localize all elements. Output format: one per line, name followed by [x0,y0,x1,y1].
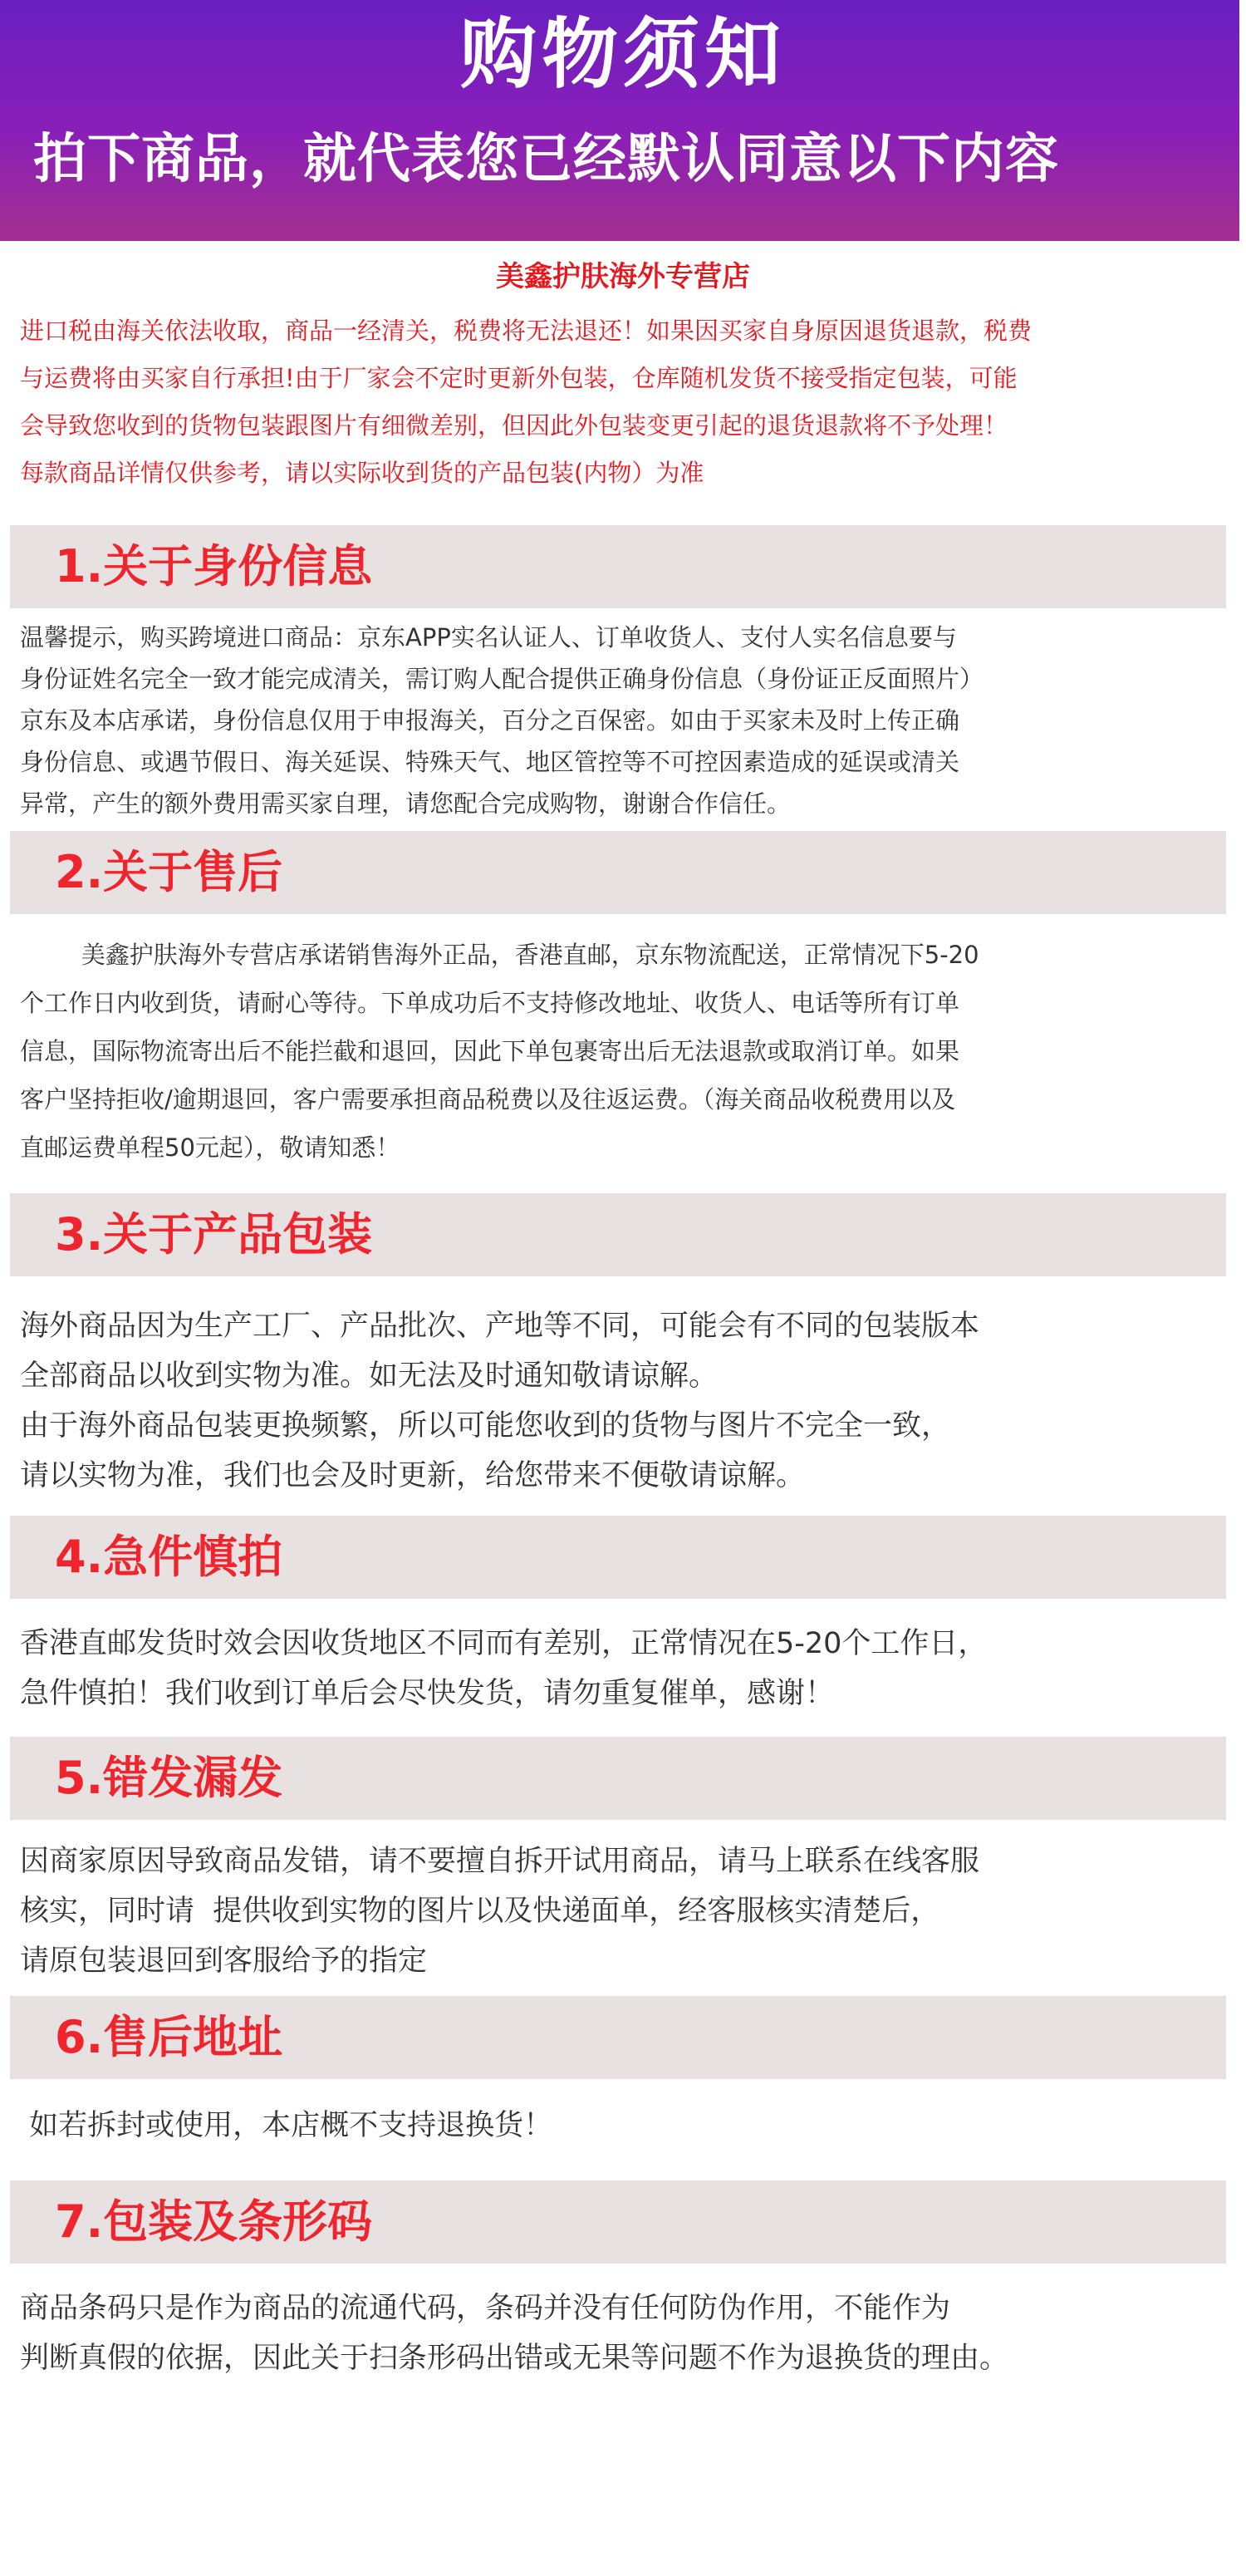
body-line: 全部商品以收到实物为准。如无法及时通知敬请谅解。 [20,1359,719,1393]
body-line: 判断真假的依据，因此关于扫条形码出错或无果等问题不作为退换货的理由。 [20,2342,1009,2375]
section-heading-wrong-shipment [10,1737,1226,1820]
section-body-return-address [20,2101,1233,2151]
banner-subtitle: 拍下商品，就代表您已经默认同意以下内容 [33,129,1059,190]
body-line: 核实，同时请 提供收到实物的图片以及快递面单，经客服核实清楚后， [20,1895,940,1928]
section-heading-urgent [10,1516,1226,1599]
body-line: 香港直邮发货时效会因收货地区不同而有差别，正常情况在5-20个工作日， [20,1627,988,1660]
section-title: 7.包装及条形码 [55,2195,373,2248]
section-title: 6.售后地址 [55,2011,283,2063]
body-line: 商品条码只是作为商品的流通代码，条码并没有任何防伪作用，不能作为 [20,2292,951,2325]
body-line: 请以实物为准，我们也会及时更新，给您带来不便敬请谅解。 [20,1459,806,1492]
section-body-barcode [20,2283,1233,2383]
body-line: 美鑫护肤海外专营店承诺销售海外正品，香港直邮，京东物流配送，正常情况下5-20 [20,941,979,969]
section-title: 4.急件慎拍 [55,1531,283,1583]
section-title: 3.关于产品包装 [55,1208,373,1261]
customs-notice [20,307,1233,497]
body-line: 由于海外商品包装更换频繁，所以可能您收到的货物与图片不完全一致， [20,1409,951,1443]
section-title: 2.关于售后 [55,846,283,898]
section-heading-barcode [10,2180,1226,2264]
section-title: 5.错发漏发 [55,1752,283,1804]
section-body-packaging [20,1301,1233,1501]
section-heading-packaging [10,1193,1226,1276]
header-banner [0,0,1246,241]
section-body-identity [20,617,1233,824]
section-body-urgent [20,1619,1233,1718]
body-line: 如若拆封或使用，本店概不支持退换货！ [20,2109,553,2142]
section-body-after-sales [20,931,1233,1172]
notice-line: 与运费将由买家自行承担!由于厂家会不定时更新外包装，仓库随机发货不接受指定包装，可能 [20,364,1018,392]
body-line: 身份信息、或遇节假日、海关延误、特殊天气、地区管控等不可控因素造成的延误或清关 [20,748,960,776]
section-heading-identity [10,525,1226,608]
body-line: 直邮运费单程50元起），敬请知悉！ [20,1133,400,1162]
body-line: 个工作日内收到货，请耐心等待。下单成功后不支持修改地址、收货人、电话等所有订单 [20,989,960,1017]
banner-edge [1239,0,1246,241]
section-heading-after-sales [10,831,1226,914]
body-line: 温馨提示，购买跨境进口商品：京东APP实名认证人、订单收货人、支付人实名信息要与 [20,623,957,651]
section-heading-return-address [10,1996,1226,2079]
notice-line: 进口税由海关依法收取，商品一经清关，税费将无法退还！如果因买家自身原因退货退款，税费 [20,317,1033,345]
body-line: 请原包装退回到客服给予的指定 [20,1944,428,1978]
notice-line: 每款商品详情仅供参考，请以实际收到货的产品包装(内物）为准 [20,459,704,487]
body-line: 异常，产生的额外费用需买家自理，请您配合完成购物，谢谢合作信任。 [20,789,792,818]
body-line: 客户坚持拒收/逾期退回，客户需要承担商品税费以及往返运费。（海关商品收税费用以及 [20,1085,956,1113]
body-line: 海外商品因为生产工厂、产品批次、产地等不同，可能会有不同的包装版本 [20,1310,980,1343]
body-line: 信息，国际物流寄出后不能拦截和退回，因此下单包裹寄出后无法退款或取消订单。如果 [20,1037,960,1065]
notice-line: 会导致您收到的货物包装跟图片有细微差别，但因此外包装变更引起的退货退款将不予处理！ [20,411,1008,440]
section-body-wrong-shipment [20,1836,1233,1986]
body-line: 京东及本店承诺，身份信息仅用于申报海关，百分之百保密。如由于买家未及时上传正确 [20,706,960,735]
store-name: 美鑫护肤海外专营店 [496,260,750,293]
body-line: 急件慎拍！我们收到订单后会尽快发货，请勿重复催单，感谢！ [20,1677,835,1710]
body-line: 因商家原因导致商品发错，请不要擅自拆开试用商品，请马上联系在线客服 [20,1845,980,1878]
banner-title: 购物须知 [459,10,786,99]
section-title: 1.关于身份信息 [55,540,373,592]
body-line: 身份证姓名完全一致才能完成清关，需订购人配合提供正确身份信息（身份证正反面照片） [20,665,984,693]
